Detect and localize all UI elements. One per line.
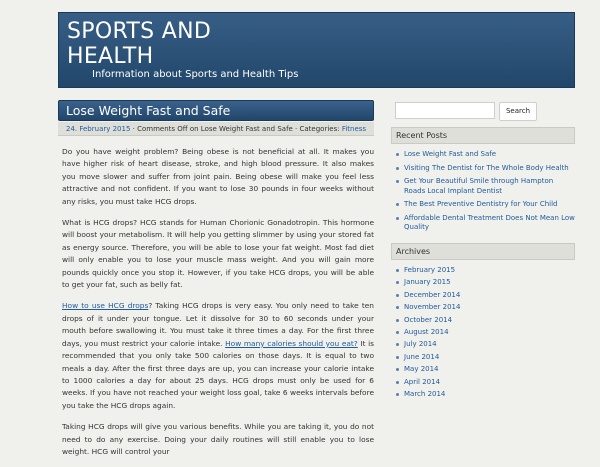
paragraph: Taking HCG drops will give you various benefits. While you are taking it, you do not need to do any exercise. Doing your daily routines will still enable you to lose weight. HCG will control your — [62, 422, 374, 456]
site-tagline: Information about Sports and Health Tips — [92, 69, 299, 80]
meta-text: on Lose Weight Fast and Safe · Categories: — [187, 125, 342, 133]
archive-link[interactable]: May 2014 — [391, 365, 575, 375]
search-button[interactable]: Search — [499, 102, 537, 121]
archive-link[interactable]: February 2015 — [391, 266, 575, 276]
post-title[interactable]: Lose Weight Fast and Safe — [66, 103, 231, 118]
search-form — [391, 100, 575, 124]
archive-link[interactable]: December 2014 — [391, 291, 575, 301]
calories-link[interactable]: How many calories should you eat? — [225, 338, 358, 348]
archives-heading: Archives — [391, 243, 575, 260]
post-meta — [58, 122, 374, 136]
paragraph-text: It is recommended that you only take 500 calories on those days. It is equal to two meals a day. After the first three days are up, you can increase your calorie intake to 1000 calories a day for about 25 days. HCG drops must only be used for 6 weeks. If you have not reached your weight loss goal, take 6 weeks intervals before you take the HCG drops again. — [62, 338, 374, 410]
site-header — [58, 12, 575, 88]
category-link[interactable]: Fitness — [341, 125, 367, 133]
recent-post-link[interactable]: Lose Weight Fast and Safe — [391, 150, 575, 160]
comments-status: Comments Off — [137, 125, 188, 133]
recent-posts-list — [391, 150, 575, 233]
archives-list — [391, 266, 575, 399]
archives-widget — [391, 243, 575, 402]
search-input[interactable] — [395, 102, 495, 119]
meta-separator: · — [130, 125, 138, 133]
archive-link[interactable]: July 2014 — [391, 340, 575, 350]
recent-posts-heading: Recent Posts — [391, 127, 575, 144]
paragraph: What is HCG drops? HCG stands for Human Chorionic Gonadotropin. This hormone will boost your metabolism. It will help you getting slimmer by using your stored fat as energy source. Therefore, you will be able to lose your fat weight. Most fad diet will only enable you to lose your muscle mass weight. And you will gain more pounds quickly once you stop it. However, if you take HCG drops, you will be able to get your fat, such as belly fat. — [62, 218, 374, 290]
archive-link[interactable]: April 2014 — [391, 378, 575, 388]
archive-link[interactable]: October 2014 — [391, 316, 575, 326]
paragraph: Do you have weight problem? Being obese is not beneficial at all. It makes you have higher risk of heart disease, stroke, and high blood pressure. It also makes you move slower and suffer from joint pain. Being obese will make you feel less attractive and not confident. If you want to lose 30 pounds in four weeks without any risks, you must take HCG drops. — [62, 147, 374, 206]
post-date[interactable]: 24. February 2015 — [66, 125, 131, 133]
archive-link[interactable]: January 2015 — [391, 278, 575, 288]
sidebar — [391, 100, 575, 398]
archive-link[interactable]: June 2014 — [391, 353, 575, 363]
post-content — [62, 146, 374, 467]
recent-post-link[interactable]: Visiting The Dentist for The Whole Body Health — [391, 164, 575, 174]
recent-post-link[interactable]: Affordable Dental Treatment Does Not Mean Low Quality — [391, 214, 575, 233]
archive-link[interactable]: March 2014 — [391, 390, 575, 400]
recent-post-link[interactable]: Get Your Beautiful Smile through Hampton Roads Local Implant Dentist — [391, 177, 575, 196]
how-to-use-link[interactable]: How to use HCG drops — [62, 301, 149, 311]
site-title[interactable]: SPORTS AND HEALTH — [67, 19, 212, 69]
recent-post-link[interactable]: The Best Preventive Dentistry for Your Child — [391, 200, 575, 210]
paragraph — [62, 300, 374, 412]
recent-posts-widget — [391, 127, 575, 237]
paragraph-text: ? Taking HCG drops is very easy. You only need to take ten drops of it under your tongue. Let it dissolve for 30 to 60 seconds under your mouth before swallowing it. You must take it three times a day. For the first three days, you must restrict your calorie intake. — [62, 301, 374, 348]
archive-link[interactable]: November 2014 — [391, 303, 575, 313]
archive-link[interactable]: August 2014 — [391, 328, 575, 338]
post-title-bar — [58, 100, 374, 121]
